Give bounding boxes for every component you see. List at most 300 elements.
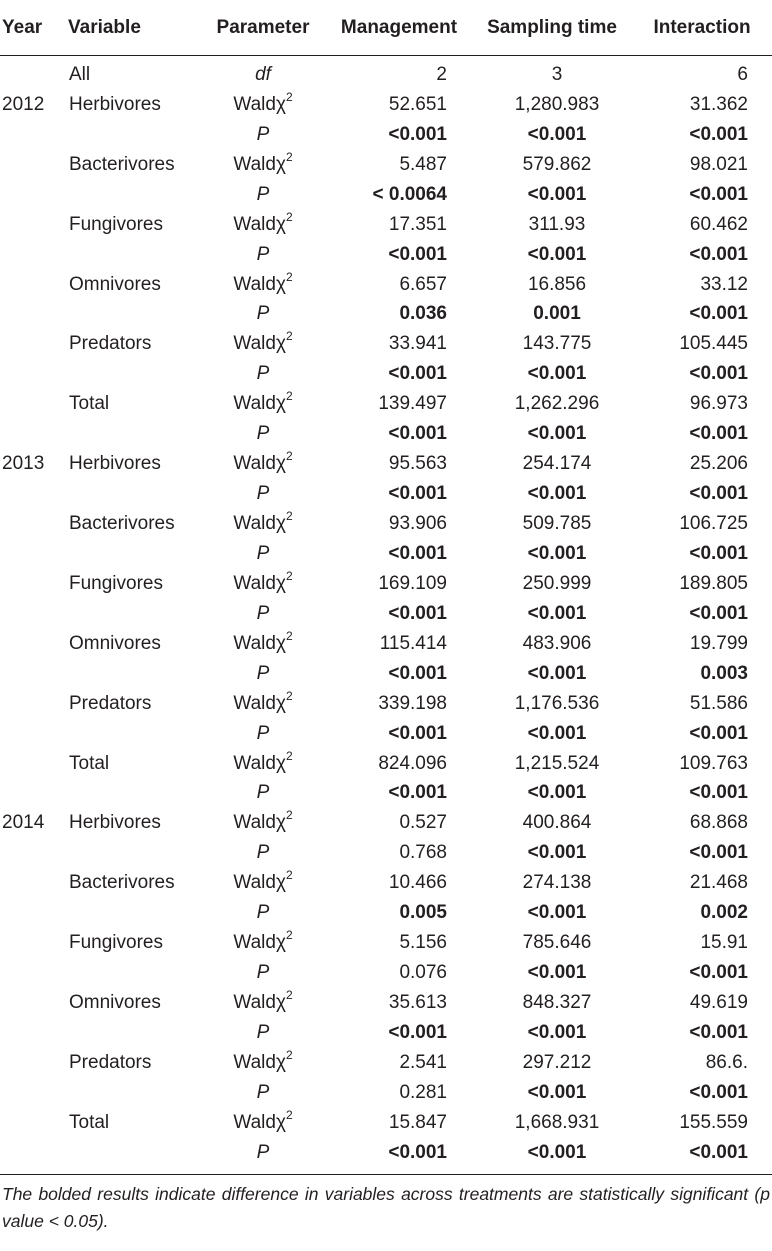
- cell-interaction: 25.206: [689, 453, 748, 475]
- table-row: [0, 1018, 772, 1048]
- cell-variable: [62, 479, 200, 509]
- cell-variable: Herbivores: [69, 812, 161, 834]
- header-year: Year: [0, 0, 62, 56]
- cell-interaction: 155.559: [679, 1111, 748, 1133]
- cell-sampling-time: 1,215.524: [514, 752, 600, 774]
- cell-management: <0.001: [388, 243, 447, 265]
- cell-year: [0, 779, 62, 809]
- cell-management: 0.281: [399, 1081, 447, 1103]
- cell-management: 339.198: [378, 692, 447, 714]
- cell-year: [0, 539, 62, 569]
- cell-management: 17.351: [388, 213, 447, 235]
- cell-variable: [62, 419, 200, 449]
- cell-year: 2014: [2, 812, 45, 834]
- cell-management: 6.657: [399, 273, 447, 295]
- p-label: P: [256, 423, 270, 445]
- wald-chi-label: Waldχ: [233, 812, 286, 834]
- table-row: [0, 180, 772, 210]
- cell-sampling-time: 848.327: [522, 992, 592, 1014]
- cell-year: [0, 329, 62, 359]
- p-label: P: [256, 183, 270, 205]
- cell-parameter: [200, 210, 326, 240]
- cell-interaction: 98.021: [689, 153, 748, 175]
- df-label: df: [255, 63, 271, 85]
- cell-management: 0.076: [399, 962, 447, 984]
- cell-variable: [62, 539, 200, 569]
- table-row: [0, 988, 772, 1018]
- cell-sampling-time: 143.775: [522, 333, 592, 355]
- cell-management: 93.906: [388, 513, 447, 535]
- cell-variable: Total: [69, 393, 110, 415]
- cell-management: 0.005: [399, 902, 447, 924]
- wald-chi-superscript: 2: [285, 988, 293, 1003]
- p-label: P: [256, 962, 270, 984]
- cell-variable: Fungivores: [69, 213, 163, 235]
- cell-interaction: 31.362: [689, 93, 748, 115]
- cell-management: 824.096: [378, 752, 447, 774]
- wald-chi-superscript: 2: [285, 868, 293, 883]
- cell-sampling-time: <0.001: [527, 363, 587, 385]
- cell-sampling-time: 1,280.983: [514, 93, 600, 115]
- cell-sampling-time: 509.785: [522, 513, 592, 535]
- p-label: P: [256, 483, 270, 505]
- cell-interaction: 109.763: [679, 752, 748, 774]
- wald-chi-label: Waldχ: [233, 932, 286, 954]
- cell-management: 0.768: [399, 842, 447, 864]
- cell-sampling-time: 297.212: [522, 1051, 592, 1073]
- cell-variable: Predators: [69, 333, 152, 355]
- cell-management: <0.001: [388, 782, 447, 804]
- cell-year: [0, 719, 62, 749]
- cell-interaction: 6: [737, 63, 748, 85]
- wald-chi-label: Waldχ: [233, 93, 286, 115]
- cell-year: [0, 210, 62, 240]
- cell-parameter: [200, 629, 326, 659]
- cell-parameter: [200, 868, 326, 898]
- cell-variable: All: [69, 63, 91, 85]
- wald-chi-label: Waldχ: [233, 393, 286, 415]
- cell-year: [0, 689, 62, 719]
- cell-variable: [62, 300, 200, 330]
- cell-management: 5.487: [399, 153, 447, 175]
- wald-chi-superscript: 2: [285, 688, 293, 703]
- cell-interaction: <0.001: [689, 722, 748, 744]
- wald-chi-label: Waldχ: [233, 1111, 286, 1133]
- cell-sampling-time: <0.001: [527, 542, 587, 564]
- table-row: [0, 1078, 772, 1108]
- cell-year: [0, 479, 62, 509]
- cell-parameter: [200, 1078, 326, 1108]
- cell-variable: [62, 240, 200, 270]
- table-row: [0, 479, 772, 509]
- table-row: [0, 569, 772, 599]
- table-row: [0, 808, 772, 838]
- wald-chi-label: Waldχ: [233, 572, 286, 594]
- cell-parameter: [200, 150, 326, 180]
- cell-interaction: 106.725: [679, 513, 748, 535]
- cell-sampling-time: 250.999: [522, 572, 592, 594]
- cell-parameter: [200, 389, 326, 419]
- cell-sampling-time: <0.001: [527, 662, 587, 684]
- cell-parameter: [200, 300, 326, 330]
- cell-year: [0, 120, 62, 150]
- cell-year: [0, 1138, 62, 1174]
- cell-year: [0, 629, 62, 659]
- cell-year: [0, 958, 62, 988]
- table-row: [0, 958, 772, 988]
- cell-interaction: 49.619: [689, 992, 748, 1014]
- table-body: [0, 56, 772, 1175]
- cell-parameter: [200, 56, 326, 90]
- cell-management: 2.541: [399, 1051, 447, 1073]
- table-row: [0, 719, 772, 749]
- table-row: [0, 329, 772, 359]
- table-row: [0, 240, 772, 270]
- cell-variable: [62, 659, 200, 689]
- cell-management: 2: [436, 63, 447, 85]
- cell-year: [0, 838, 62, 868]
- cell-interaction: 60.462: [689, 213, 748, 235]
- wald-chi-label: Waldχ: [233, 153, 286, 175]
- cell-interaction: 0.003: [700, 662, 748, 684]
- cell-interaction: 0.002: [700, 902, 748, 924]
- wald-chi-label: Waldχ: [233, 752, 286, 774]
- wald-chi-superscript: 2: [285, 509, 293, 524]
- table-row: [0, 359, 772, 389]
- table-footnote: The bolded results indicate difference in variables across treatments are statistically significant (p value < 0.05).: [2, 1183, 770, 1231]
- header-management: Management: [326, 0, 472, 56]
- cell-parameter: [200, 1018, 326, 1048]
- cell-management: 52.651: [388, 93, 447, 115]
- cell-interaction: <0.001: [689, 183, 748, 205]
- cell-sampling-time: <0.001: [527, 842, 587, 864]
- table-row: [0, 389, 772, 419]
- cell-interaction: 189.805: [679, 572, 748, 594]
- cell-management: 0.527: [399, 812, 447, 834]
- cell-parameter: [200, 180, 326, 210]
- cell-variable: [62, 779, 200, 809]
- cell-parameter: [200, 838, 326, 868]
- cell-interaction: 19.799: [689, 632, 748, 654]
- cell-year: [0, 898, 62, 928]
- cell-sampling-time: <0.001: [527, 483, 587, 505]
- cell-interaction: 33.12: [700, 273, 748, 295]
- cell-variable: Total: [69, 1111, 110, 1133]
- cell-interaction: <0.001: [689, 1081, 748, 1103]
- cell-variable: [62, 898, 200, 928]
- wald-chi-label: Waldχ: [233, 273, 286, 295]
- cell-parameter: [200, 240, 326, 270]
- header-parameter: Parameter: [200, 0, 326, 56]
- wald-chi-superscript: 2: [285, 1047, 293, 1062]
- table-row: [0, 659, 772, 689]
- wald-chi-label: Waldχ: [233, 692, 286, 714]
- cell-management: <0.001: [388, 123, 447, 145]
- table-row: [0, 1048, 772, 1078]
- p-label: P: [256, 1141, 270, 1163]
- cell-year: [0, 988, 62, 1018]
- cell-sampling-time: 254.174: [522, 453, 592, 475]
- cell-interaction: 15.91: [700, 932, 748, 954]
- cell-parameter: [200, 599, 326, 629]
- cell-sampling-time: <0.001: [527, 1021, 587, 1043]
- table-row: [0, 749, 772, 779]
- cell-interaction: <0.001: [689, 842, 748, 864]
- cell-variable: [62, 120, 200, 150]
- cell-year: [0, 1018, 62, 1048]
- wald-chi-superscript: 2: [285, 89, 293, 104]
- cell-parameter: [200, 988, 326, 1018]
- cell-management: <0.001: [388, 542, 447, 564]
- cell-interaction: <0.001: [689, 363, 748, 385]
- wald-chi-superscript: 2: [285, 748, 293, 763]
- cell-management: <0.001: [388, 662, 447, 684]
- cell-management: <0.001: [388, 1021, 447, 1043]
- table-row: [0, 779, 772, 809]
- cell-year: [0, 300, 62, 330]
- p-label: P: [256, 662, 270, 684]
- p-label: P: [256, 1081, 270, 1103]
- cell-management: 115.414: [379, 632, 447, 654]
- wald-chi-superscript: 2: [285, 928, 293, 943]
- wald-chi-superscript: 2: [285, 389, 293, 404]
- wald-chi-superscript: 2: [285, 449, 293, 464]
- cell-management: 169.109: [378, 572, 447, 594]
- cell-year: [0, 56, 62, 90]
- cell-sampling-time: 16.856: [527, 273, 587, 295]
- cell-interaction: 105.445: [679, 333, 748, 355]
- cell-parameter: [200, 719, 326, 749]
- cell-management: <0.001: [388, 722, 447, 744]
- cell-year: [0, 569, 62, 599]
- p-label: P: [256, 303, 270, 325]
- cell-sampling-time: <0.001: [527, 782, 587, 804]
- cell-year: [0, 270, 62, 300]
- cell-interaction: 21.468: [689, 872, 748, 894]
- cell-year: [0, 1048, 62, 1078]
- cell-year: [0, 749, 62, 779]
- cell-interaction: <0.001: [689, 483, 748, 505]
- p-label: P: [256, 123, 270, 145]
- cell-year: [0, 359, 62, 389]
- cell-variable: [62, 838, 200, 868]
- cell-year: 2013: [2, 453, 45, 475]
- cell-year: [0, 928, 62, 958]
- cell-management: <0.001: [388, 483, 447, 505]
- cell-variable: Herbivores: [69, 93, 161, 115]
- cell-parameter: [200, 689, 326, 719]
- table-row: [0, 419, 772, 449]
- cell-year: [0, 599, 62, 629]
- table-row: [0, 210, 772, 240]
- cell-management: 0.036: [399, 303, 447, 325]
- cell-variable: [62, 599, 200, 629]
- cell-sampling-time: <0.001: [527, 423, 587, 445]
- wald-chi-superscript: 2: [285, 1107, 293, 1122]
- table-row: [0, 150, 772, 180]
- wald-chi-superscript: 2: [285, 568, 293, 583]
- cell-sampling-time: 274.138: [522, 872, 592, 894]
- cell-sampling-time: 483.906: [522, 632, 592, 654]
- cell-interaction: <0.001: [689, 782, 748, 804]
- cell-sampling-time: <0.001: [527, 902, 587, 924]
- cell-management: <0.001: [388, 423, 447, 445]
- wald-chi-label: Waldχ: [233, 632, 286, 654]
- cell-sampling-time: <0.001: [527, 123, 587, 145]
- cell-sampling-time: 1,262.296: [514, 393, 600, 415]
- cell-variable: Bacterivores: [69, 153, 175, 175]
- wald-chi-superscript: 2: [285, 209, 293, 224]
- cell-year: [0, 659, 62, 689]
- wald-chi-label: Waldχ: [233, 513, 286, 535]
- cell-parameter: [200, 359, 326, 389]
- cell-variable: Predators: [69, 1051, 152, 1073]
- table-row: [0, 1138, 772, 1174]
- cell-variable: Predators: [69, 692, 152, 714]
- table-header-row: [0, 0, 772, 56]
- cell-parameter: [200, 419, 326, 449]
- wald-chi-label: Waldχ: [233, 872, 286, 894]
- cell-variable: Bacterivores: [69, 513, 175, 535]
- wald-chi-superscript: 2: [285, 808, 293, 823]
- cell-variable: [62, 1138, 200, 1174]
- table-row: [0, 449, 772, 479]
- cell-management: 33.941: [388, 333, 447, 355]
- wald-chi-superscript: 2: [285, 149, 293, 164]
- cell-sampling-time: 3: [551, 63, 563, 85]
- cell-variable: [62, 359, 200, 389]
- p-label: P: [256, 782, 270, 804]
- cell-year: [0, 509, 62, 539]
- cell-parameter: [200, 270, 326, 300]
- p-label: P: [256, 842, 270, 864]
- cell-interaction: 96.973: [689, 393, 748, 415]
- cell-year: [0, 868, 62, 898]
- table-row: [0, 1108, 772, 1138]
- cell-sampling-time: <0.001: [527, 962, 587, 984]
- p-label: P: [256, 542, 270, 564]
- cell-variable: Total: [69, 752, 110, 774]
- cell-sampling-time: 1,668.931: [514, 1111, 600, 1133]
- cell-interaction: <0.001: [689, 123, 748, 145]
- cell-variable: Fungivores: [69, 572, 163, 594]
- cell-year: [0, 419, 62, 449]
- p-label: P: [256, 602, 270, 624]
- cell-management: 139.497: [378, 393, 447, 415]
- wald-chi-superscript: 2: [285, 269, 293, 284]
- p-label: P: [256, 722, 270, 744]
- cell-year: [0, 180, 62, 210]
- cell-parameter: [200, 659, 326, 689]
- cell-interaction: 68.868: [689, 812, 748, 834]
- table-row: [0, 629, 772, 659]
- wald-chi-superscript: 2: [285, 329, 293, 344]
- cell-parameter: [200, 808, 326, 838]
- cell-management: <0.001: [326, 1138, 472, 1174]
- table-row: [0, 868, 772, 898]
- cell-parameter: [200, 479, 326, 509]
- cell-variable: Fungivores: [69, 932, 163, 954]
- cell-interaction: 86.6.: [705, 1051, 748, 1073]
- cell-interaction: <0.001: [689, 962, 748, 984]
- cell-sampling-time: 311.93: [528, 213, 586, 235]
- cell-interaction: <0.001: [632, 1138, 772, 1174]
- cell-variable: Omnivores: [69, 273, 161, 295]
- wald-chi-label: Waldχ: [233, 1051, 286, 1073]
- cell-variable: Bacterivores: [69, 872, 175, 894]
- table-row: [0, 120, 772, 150]
- cell-interaction: <0.001: [689, 303, 748, 325]
- cell-interaction: <0.001: [689, 602, 748, 624]
- cell-parameter: [200, 958, 326, 988]
- cell-parameter: [200, 449, 326, 479]
- cell-sampling-time: 400.864: [522, 812, 592, 834]
- cell-variable: [62, 1078, 200, 1108]
- table-row: [0, 270, 772, 300]
- table-row: [0, 509, 772, 539]
- table-row: [0, 56, 772, 90]
- cell-management: < 0.0064: [372, 183, 447, 205]
- cell-sampling-time: 0.001: [533, 303, 581, 325]
- cell-year: [0, 240, 62, 270]
- cell-year: 2012: [2, 93, 45, 115]
- p-label: P: [256, 1021, 270, 1043]
- cell-parameter: [200, 539, 326, 569]
- cell-sampling-time: <0.001: [527, 243, 587, 265]
- cell-sampling-time: <0.001: [527, 722, 587, 744]
- cell-variable: [62, 719, 200, 749]
- table-row: [0, 838, 772, 868]
- cell-year: [0, 150, 62, 180]
- cell-variable: Omnivores: [69, 632, 161, 654]
- cell-year: [0, 1108, 62, 1138]
- cell-sampling-time: <0.001: [527, 1081, 587, 1103]
- cell-interaction: <0.001: [689, 243, 748, 265]
- table-row: [0, 90, 772, 120]
- header-variable: Variable: [62, 0, 200, 56]
- cell-parameter: [200, 509, 326, 539]
- table-row: [0, 689, 772, 719]
- cell-interaction: 51.586: [689, 692, 748, 714]
- cell-parameter: [200, 90, 326, 120]
- cell-sampling-time: <0.001: [527, 602, 587, 624]
- cell-parameter: [200, 329, 326, 359]
- cell-variable: [62, 180, 200, 210]
- cell-interaction: <0.001: [689, 423, 748, 445]
- cell-sampling-time: 579.862: [522, 153, 592, 175]
- cell-parameter: [200, 749, 326, 779]
- wald-chi-label: Waldχ: [233, 453, 286, 475]
- cell-parameter: [200, 120, 326, 150]
- cell-sampling-time: <0.001: [527, 183, 587, 205]
- cell-management: <0.001: [388, 363, 447, 385]
- wald-chi-label: Waldχ: [233, 992, 286, 1014]
- cell-management: 15.847: [388, 1111, 447, 1133]
- cell-management: <0.001: [388, 602, 447, 624]
- cell-interaction: <0.001: [689, 1021, 748, 1043]
- p-label: P: [256, 363, 270, 385]
- cell-sampling-time: 1,176.536: [514, 692, 600, 714]
- wald-chi-superscript: 2: [285, 628, 293, 643]
- cell-parameter: [200, 1108, 326, 1138]
- table-row: [0, 300, 772, 330]
- cell-variable: [62, 958, 200, 988]
- cell-parameter: [200, 779, 326, 809]
- cell-management: 35.613: [388, 992, 447, 1014]
- cell-sampling-time: <0.001: [472, 1138, 632, 1174]
- wald-chi-label: Waldχ: [233, 333, 286, 355]
- cell-parameter: [200, 1048, 326, 1078]
